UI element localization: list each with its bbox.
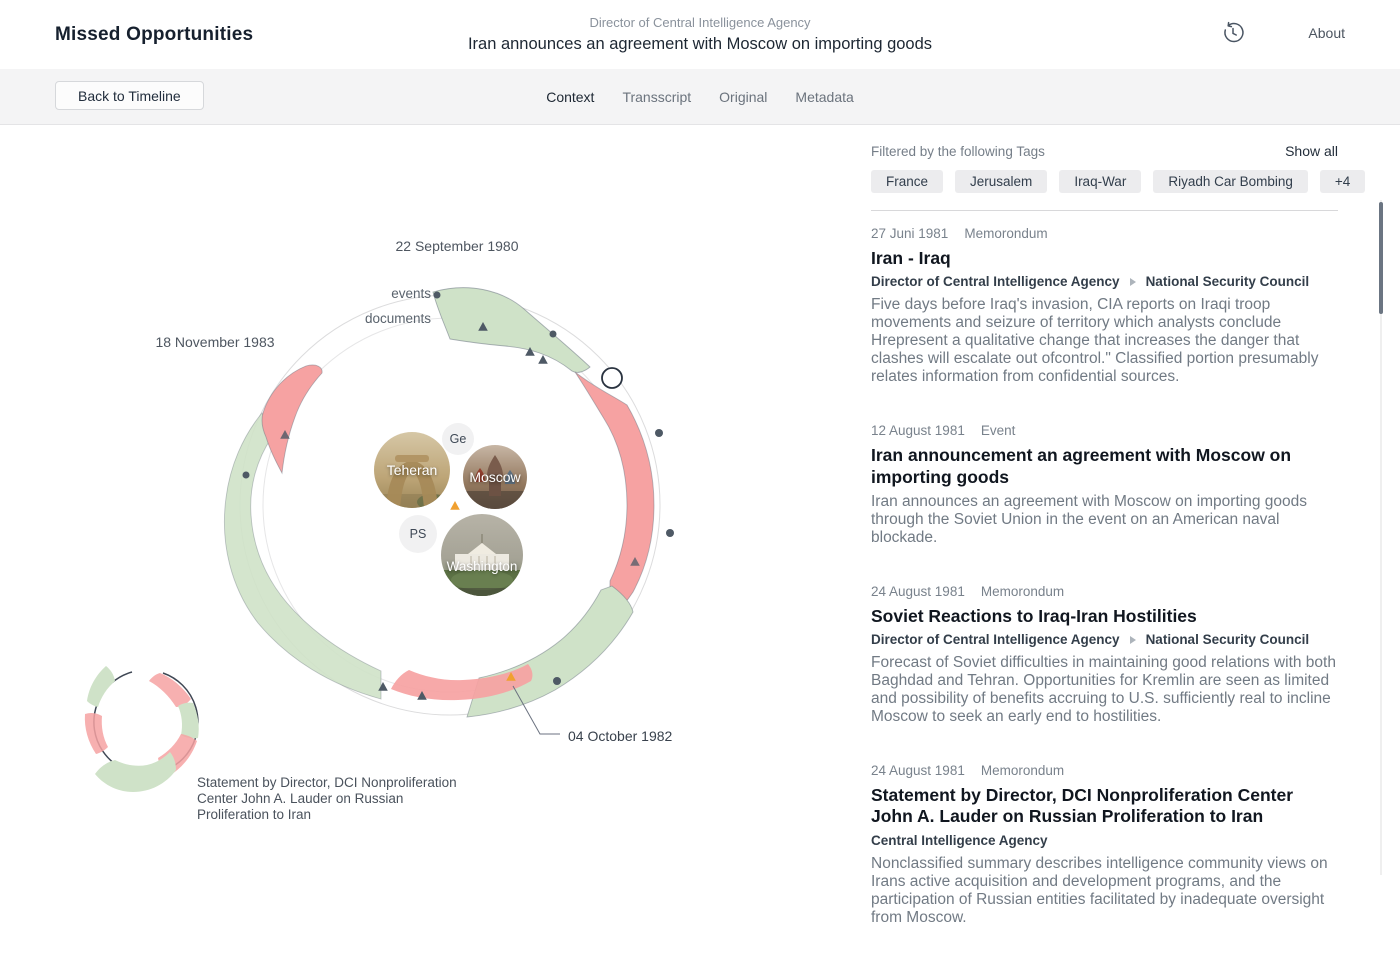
tag-chip-riyadh-car-bombing[interactable]: Riyadh Car Bombing [1153, 170, 1308, 193]
filter-header-row [871, 124, 1338, 159]
location-node-washington[interactable] [441, 514, 523, 596]
selected-document-annotation: Statement by Director, DCI Nonproliferation Center John A. Lauder on Russian Proliferation to Iran [197, 775, 457, 822]
timeline-start-date-label: 22 September 1980 [395, 238, 519, 254]
list-divider [871, 210, 1338, 211]
radial-timeline-visualization [0, 124, 860, 875]
location-node-ge[interactable] [442, 423, 474, 455]
tag-chip-france[interactable]: France [871, 170, 943, 193]
tab-original[interactable]: Original [719, 88, 768, 105]
washington-photo [441, 514, 523, 596]
event-marker-dot[interactable] [550, 331, 557, 338]
document-summary: Iran announces an agreement with Moscow on importing goods through the Soviet Union in the event on an American naval blockade. [871, 492, 1307, 546]
document-date: 24 August 1981 [871, 583, 965, 599]
app-title: Missed Opportunities [55, 24, 254, 45]
highlighted-marker-triangle[interactable] [450, 501, 460, 510]
event-marker-dot[interactable] [553, 677, 561, 685]
tab-context[interactable]: Context [546, 88, 595, 105]
document-summary: Nonclassified summary describes intelligence community views on Irans active acquisition and development programs, and the participation of Russian entities facilitated by inadequate oversight from Moscow. [871, 854, 1328, 926]
tag-chip-more-count[interactable]: +4 [1320, 170, 1365, 193]
document-route [871, 632, 1338, 647]
document-meta [871, 584, 1338, 599]
document-list-item[interactable] [871, 763, 1338, 927]
document-route [871, 833, 1338, 848]
selected-marker-date-label: 04 October 1982 [568, 728, 673, 744]
document-date: 27 Juni 1981 [871, 226, 949, 241]
document-list-panel [871, 124, 1351, 964]
document-sender: Director of Central Intelligence Agency [871, 632, 1120, 648]
tab-transscript[interactable]: Transscript [622, 88, 692, 105]
document-date: 24 August 1981 [871, 763, 965, 778]
document-date: 12 August 1981 [871, 423, 965, 439]
about-link[interactable]: About [1308, 25, 1345, 41]
band-green-bottom-right [467, 586, 633, 717]
document-meta [871, 226, 1338, 241]
document-source: Director of Central Intelligence Agency [589, 15, 811, 30]
selected-event-marker[interactable] [602, 368, 622, 388]
document-type: Memorondum [980, 763, 1065, 778]
event-marker-dot[interactable] [243, 472, 250, 479]
document-meta [871, 423, 1338, 438]
event-marker-dot[interactable] [434, 292, 441, 299]
document-list-item[interactable] [871, 226, 1338, 386]
document-type: Event [980, 423, 1016, 439]
document-recipient: National Security Council [1145, 632, 1310, 648]
document-recipient: National Security Council [1145, 274, 1310, 290]
document-title: Statement by Director, DCI Nonproliferation Center John A. Lauder on Russian Proliferation to Iran [871, 785, 1294, 827]
events-ring-label: events [391, 286, 431, 301]
tag-filter-row [871, 170, 1351, 193]
document-sender: Central Intelligence Agency [871, 832, 1048, 848]
panel-scrollbar-thumb[interactable] [1379, 202, 1383, 314]
location-label: Moscow [469, 469, 521, 485]
tag-chip-jerusalem[interactable]: Jerusalem [955, 170, 1047, 193]
event-marker-dot[interactable] [655, 429, 663, 437]
location-node-moscow[interactable] [463, 445, 527, 509]
document-list-item[interactable] [871, 584, 1338, 726]
document-type: Memorondum [964, 226, 1048, 241]
document-title-header: Iran announces an agreement with Moscow on importing goods [467, 34, 933, 53]
top-header [0, 0, 1400, 69]
tab-bar [0, 69, 1400, 124]
document-title: Iran announcement an agreement with Moscow on importing goods [871, 445, 1292, 487]
tab-metadata[interactable]: Metadata [795, 88, 854, 105]
location-label: PS [409, 527, 427, 541]
timeline-end-date-label: 18 November 1983 [155, 334, 275, 350]
documents-ring-label: documents [364, 311, 431, 326]
document-heading [400, 15, 1000, 54]
location-node-ps[interactable] [399, 515, 437, 553]
filter-heading: Filtered by the following Tags [871, 144, 1045, 159]
sub-navigation [0, 69, 1400, 125]
arrow-right-icon [1130, 278, 1136, 286]
band-green-left [224, 413, 381, 699]
document-meta [871, 763, 1338, 778]
location-label: Teheran [386, 462, 438, 478]
document-marker-triangle[interactable] [538, 355, 548, 364]
timeline-minimap[interactable] [85, 666, 199, 792]
document-title: Iran - Iraq [871, 248, 951, 268]
document-type: Memorondum [980, 583, 1065, 599]
history-icon[interactable] [1220, 20, 1246, 46]
document-summary: Forecast of Soviet difficulties in maintaining good relations with both Baghdad and Tehran. Opportunities for Kremlin are seen as limited and possibility of benefits accruing to U.S. sufficiently real to incline Moscow to seek an early end to hostilities. [871, 654, 1336, 726]
document-title: Soviet Reactions to Iraq-Iran Hostilities [871, 605, 1197, 626]
band-red-left [262, 365, 322, 473]
document-list-item[interactable] [871, 423, 1338, 547]
band-red-right [575, 372, 654, 618]
location-label: Ge [449, 432, 467, 446]
tag-chip-iraq-war[interactable]: Iraq-War [1059, 170, 1141, 193]
back-to-timeline-button[interactable]: Back to Timeline [55, 81, 204, 110]
document-route [871, 274, 1338, 289]
arrow-right-icon [1130, 636, 1136, 644]
document-sender: Director of Central Intelligence Agency [871, 274, 1120, 290]
show-all-link[interactable]: Show all [1285, 143, 1338, 159]
event-marker-dot[interactable] [666, 529, 674, 537]
header-actions [1220, 20, 1345, 46]
location-node-teheran[interactable] [374, 432, 450, 508]
document-summary: Five days before Iraq's invasion, CIA reports on Iraqi troop movements and seizure of territory which analysts conclude Hrepresent a qualitative change that increases the danger that clashes will escalate out ofcontrol." Classified portion presumably relates information from confidential sources. [871, 296, 1319, 386]
location-label: Washington [446, 558, 518, 574]
